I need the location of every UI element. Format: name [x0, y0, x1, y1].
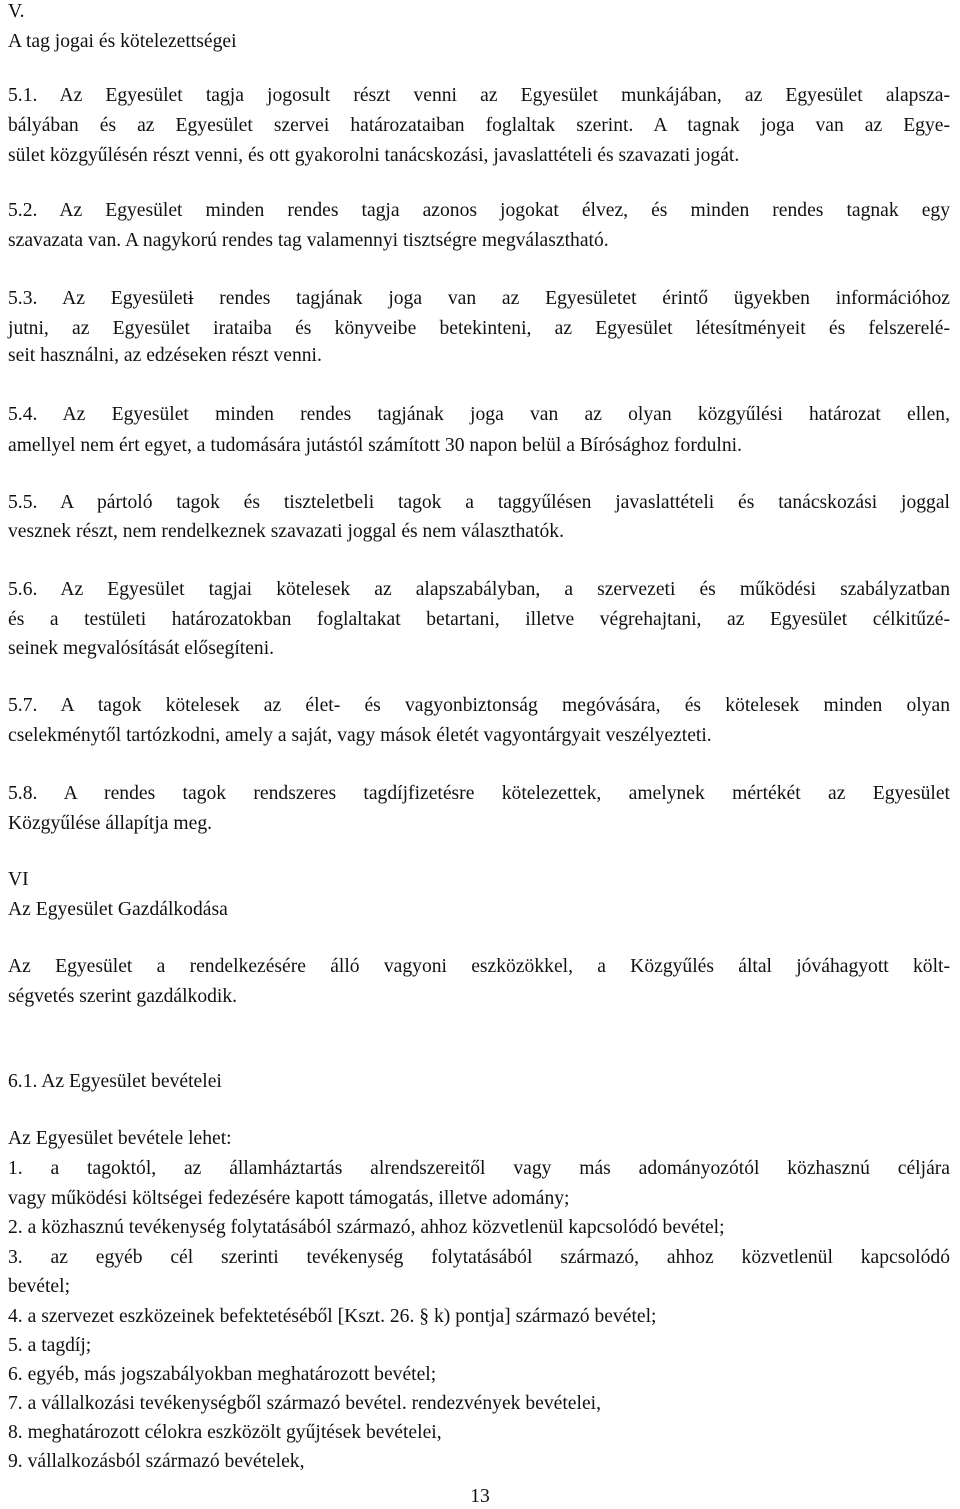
strikethrough-text: i — [188, 288, 194, 309]
paragraph-5-5-line: vesznek részt, nem rendelkeznek szavazati joggal és nem választhatók. — [8, 521, 565, 542]
list-item: 1. a tagoktól, az államháztartás alrendszereitől vagy más adományozótól közhasznú céljára — [8, 1158, 950, 1179]
paragraph-5-2-line: 5.2. Az Egyesület minden rendes tagja azonos jogokat élvez, és minden rendes tagnak egy — [8, 200, 950, 221]
section-title: Az Egyesület Gazdálkodása — [8, 899, 228, 920]
list-item: 2. a közhasznú tevékenység folytatásából származó, ahhoz közvetlenül kapcsolódó bevétel; — [8, 1217, 725, 1238]
paragraph-5-3-text: 5.3. Az Egyesület — [8, 288, 188, 309]
list-item: bevétel; — [8, 1276, 71, 1297]
paragraph-5-6-line: 5.6. Az Egyesület tagjai kötelesek az alapszabályban, a szervezeti és működési szabályzatban — [8, 579, 950, 600]
list-intro: Az Egyesület bevétele lehet: — [8, 1128, 232, 1149]
paragraph-5-6-line: és a testületi határozatokban foglaltakat betartani, illetve végrehajtani, az Egyesület célkitűzé- — [8, 609, 950, 630]
paragraph-5-4-line: 5.4. Az Egyesület minden rendes tagjának joga van az olyan közgyűlési határozat ellen, — [8, 404, 950, 425]
list-item: 7. a vállalkozási tevékenységből származó bevétel. rendezvények bevételei, — [8, 1393, 601, 1414]
paragraph-5-6-line: seinek megvalósítását elősegíteni. — [8, 638, 275, 659]
paragraph-5-3-line: seit használni, az edzéseken részt venni. — [8, 345, 322, 366]
paragraph-5-1-line: sület közgyűlésén részt venni, és ott gyakorolni tanácskozási, javaslattételi és szavazati jogát. — [8, 145, 740, 166]
paragraph-5-3-line — [8, 287, 950, 311]
paragraph-5-8-line: Közgyűlése állapítja meg. — [8, 813, 213, 834]
paragraph-5-3-line: jutni, az Egyesület irataiba és könyveibe betekinteni, az Egyesület létesítményeit és felszerelé- — [8, 318, 950, 339]
paragraph-5-4-line: amellyel nem ért egyet, a tudomására jutástól számított 30 napon belül a Bírósághoz fordulni. — [8, 435, 743, 456]
subsection-title: 6.1. Az Egyesület bevételei — [8, 1071, 222, 1092]
page-number: 13 — [470, 1486, 490, 1507]
paragraph-intro-line: ségvetés szerint gazdálkodik. — [8, 986, 238, 1007]
paragraph-5-2-line: szavazata van. A nagykorú rendes tag valamennyi tisztségre megválasztható. — [8, 230, 609, 251]
section-number: V. — [8, 1, 25, 22]
paragraph-5-1-line: bályában és az Egyesület szervei határozataiban foglaltak szerint. A tagnak joga van az Egye- — [8, 115, 950, 136]
paragraph-5-7-line: 5.7. A tagok kötelesek az élet- és vagyonbiztonság megóvására, és kötelesek minden olyan — [8, 695, 950, 716]
list-item: 5. a tagdíj; — [8, 1335, 92, 1356]
paragraph-5-3-text: rendes tagjának joga van az Egyesületet érintő ügyekben információhoz — [193, 288, 950, 309]
list-item: 9. vállalkozásból származó bevételek, — [8, 1451, 305, 1472]
list-item: 4. a szervezet eszközeinek befektetéséből [Kszt. 26. § k) pontja] származó bevétel; — [8, 1306, 657, 1327]
paragraph-5-5-line: 5.5. A pártoló tagok és tiszteletbeli tagok a taggyűlésen javaslattételi és tanácskozási joggal — [8, 492, 950, 513]
paragraph-intro-line: Az Egyesület a rendelkezésére álló vagyoni eszközökkel, a Közgyűlés által jóváhagyott költ- — [8, 956, 950, 977]
list-item: 8. meghatározott célokra eszközölt gyűjtések bevételei, — [8, 1422, 442, 1443]
paragraph-5-1-line: 5.1. Az Egyesület tagja jogosult részt venni az Egyesület munkájában, az Egyesület alapsza- — [8, 85, 950, 106]
section-title: A tag jogai és kötelezettségei — [8, 31, 237, 52]
list-item: vagy működési költségei fedezésére kapott támogatás, illetve adomány; — [8, 1188, 570, 1209]
paragraph-5-7-line: cselekménytől tartózkodni, amely a saját, vagy mások életét vagyontárgyait veszélyezteti. — [8, 725, 712, 746]
list-item: 3. az egyéb cél szerinti tevékenység folytatásából származó, ahhoz közvetlenül kapcsolódó — [8, 1247, 950, 1268]
list-item: 6. egyéb, más jogszabályokban meghatározott bevétel; — [8, 1364, 437, 1385]
section-number: VI — [8, 869, 29, 890]
paragraph-5-8-line: 5.8. A rendes tagok rendszeres tagdíjfizetésre kötelezettek, amelynek mértékét az Egyesület — [8, 783, 950, 804]
